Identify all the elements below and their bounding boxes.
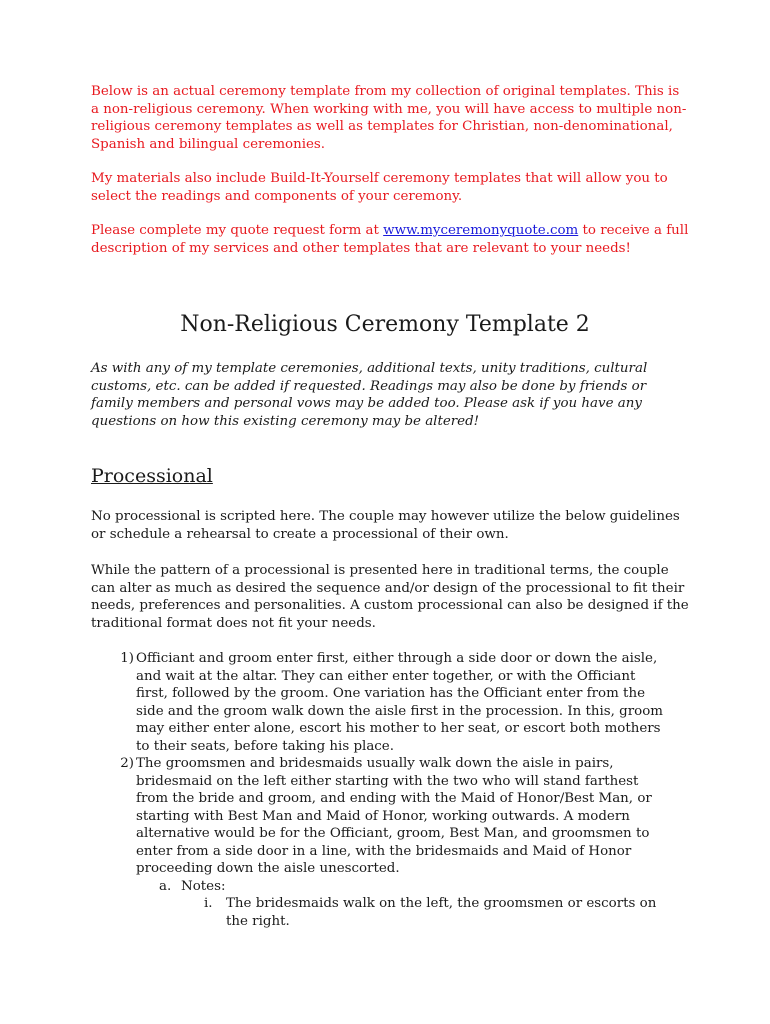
sub-list-item-text: Notes: bbox=[181, 878, 226, 894]
intro-p3-before: Please complete my quote request form at bbox=[91, 223, 384, 238]
list-item bbox=[91, 650, 691, 755]
section-heading-processional: Processional bbox=[91, 465, 213, 487]
sub-list-item-number: a. bbox=[159, 878, 172, 894]
list-item bbox=[91, 755, 691, 878]
sub-sub-list-item bbox=[204, 895, 691, 930]
sub-list-item bbox=[159, 878, 691, 896]
italic-intro: As with any of my template ceremonies, additional texts, unity traditions, cultural customs, etc. can be added if requested. Readings may also be done by friends or family members and personal vows may be added too. Please ask if you have any questions on how this existing ceremony may be altered! bbox=[91, 361, 648, 429]
list-item-number: 2) bbox=[120, 756, 134, 771]
document-title: Non-Religious Ceremony Template 2 bbox=[180, 312, 590, 337]
intro-paragraph-2: My materials also include Build-It-Yourself ceremony templates that will allow you to select the readings and components of your ceremony. bbox=[91, 171, 668, 204]
list-item-text: The groomsmen and bridesmaids usually walk down the aisle in pairs, bridesmaid on the left either starting with the two who will stand farthest from the bride and groom, and ending with the Maid of Honor/Best Man, or starting with Best Man and Maid of Honor, working outwards. A modern alternative would be for the Officiant, groom, Best Man, and groomsmen to enter from a side door in a line, with the bridesmaids and Maid of Honor proceeding down the aisle unescorted. bbox=[136, 756, 652, 876]
processional-paragraph-2: While the pattern of a processional is presented here in traditional terms, the couple can alter as much as desired the sequence and/or design of the processional to fit their needs, preferences and personalities. A custom processional can also be designed if the traditional format does not fit your needs. bbox=[91, 563, 689, 631]
quote-form-link[interactable]: www.myceremonyquote.com bbox=[383, 223, 579, 238]
intro-paragraph-1: Below is an actual ceremony template from my collection of original templates. This is a non-religious ceremony. When working with me, you will have access to multiple non-religious ceremony templates as well as templates for Christian, non-denominational, Spanish and bilingual ceremonies. bbox=[91, 84, 687, 152]
sub-sub-list-item-text: The bridesmaids walk on the left, the groomsmen or escorts on the right. bbox=[226, 896, 657, 929]
intro-notice bbox=[91, 83, 691, 274]
list-item-text: Officiant and groom enter first, either through a side door or down the aisle, and wait at the altar. They can either enter together, or with the Officiant first, followed by the groom. One variation has the Officiant enter from the side and the groom walk down the aisle first in the procession. In this, groom may either enter alone, escort his mother to her seat, or escort both mothers to their seats, before taking his place. bbox=[136, 651, 663, 754]
processional-steps-list bbox=[91, 650, 691, 930]
list-item-number: 1) bbox=[120, 651, 134, 666]
processional-paragraph-1: No processional is scripted here. The couple may however utilize the below guidelines or schedule a rehearsal to create a processional of their own. bbox=[91, 509, 680, 542]
intro-paragraph-3 bbox=[91, 222, 691, 257]
intro-p3-after: to receive a full description of my services and other templates that are relevant to your needs! bbox=[91, 223, 689, 256]
sub-sub-list-item-number: i. bbox=[204, 896, 213, 911]
